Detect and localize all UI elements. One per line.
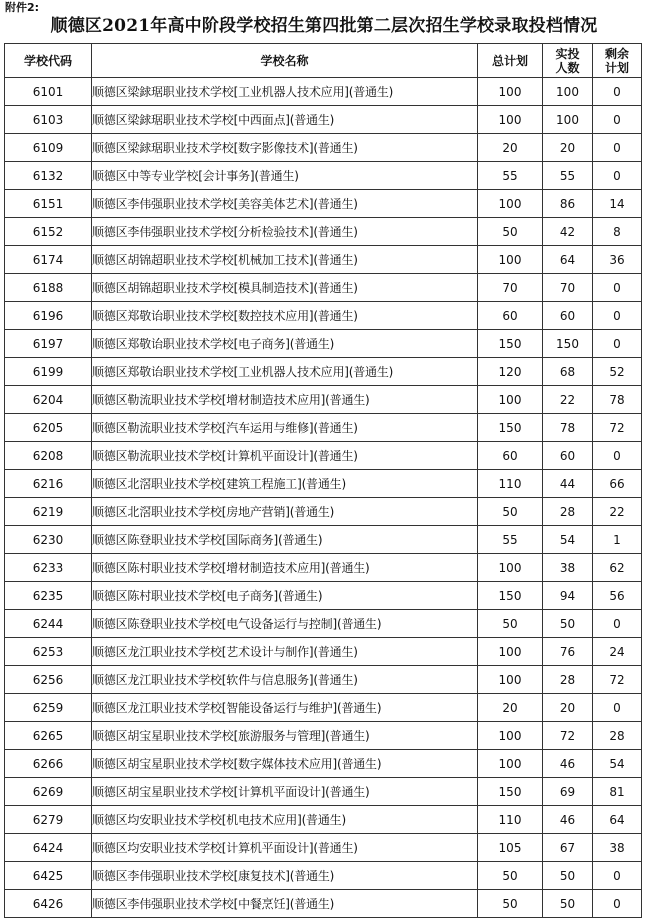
school-name-cell: 顺德区龙江职业技术学校[软件与信息服务](普通生)	[92, 666, 478, 694]
admitted-count-cell: 55	[543, 162, 593, 190]
admitted-count-cell: 46	[543, 750, 593, 778]
remaining-plan-cell: 0	[593, 610, 642, 638]
total-plan-cell: 110	[478, 806, 543, 834]
remaining-plan-cell: 0	[593, 694, 642, 722]
header-remaining-line1: 剩余	[604, 46, 629, 61]
total-plan-cell: 50	[478, 610, 543, 638]
remaining-plan-cell: 66	[593, 470, 642, 498]
school-name-cell: 顺德区陈村职业技术学校[电子商务](普通生)	[92, 582, 478, 610]
school-code-cell: 6425	[5, 862, 92, 890]
school-code-cell: 6244	[5, 610, 92, 638]
total-plan-cell: 100	[478, 750, 543, 778]
table-row	[5, 638, 642, 666]
school-code-cell: 6233	[5, 554, 92, 582]
total-plan-cell: 150	[478, 414, 543, 442]
table-row	[5, 666, 642, 694]
table-row	[5, 526, 642, 554]
admitted-count-cell: 150	[543, 330, 593, 358]
remaining-plan-cell: 56	[593, 582, 642, 610]
remaining-plan-cell: 8	[593, 218, 642, 246]
admitted-count-cell: 20	[543, 134, 593, 162]
school-name-cell: 顺德区均安职业技术学校[计算机平面设计](普通生)	[92, 834, 478, 862]
table-body	[5, 78, 642, 918]
table-row	[5, 554, 642, 582]
header-admitted-line1: 实投	[555, 46, 580, 61]
table-row	[5, 778, 642, 806]
school-code-cell: 6256	[5, 666, 92, 694]
remaining-plan-cell: 14	[593, 190, 642, 218]
school-code-cell: 6204	[5, 386, 92, 414]
table-row	[5, 582, 642, 610]
school-code-cell: 6174	[5, 246, 92, 274]
table-row	[5, 386, 642, 414]
table-row	[5, 134, 642, 162]
school-code-cell: 6196	[5, 302, 92, 330]
school-name-cell: 顺德区李伟强职业技术学校[分析检验技术](普通生)	[92, 218, 478, 246]
school-name-cell: 顺德区北滘职业技术学校[建筑工程施工](普通生)	[92, 470, 478, 498]
school-name-cell: 顺德区梁銶琚职业技术学校[中西面点](普通生)	[92, 106, 478, 134]
remaining-plan-cell: 38	[593, 834, 642, 862]
table-row	[5, 414, 642, 442]
attachment-label: 附件2:	[5, 1, 40, 14]
school-name-cell: 顺德区郑敬诒职业技术学校[工业机器人技术应用](普通生)	[92, 358, 478, 386]
total-plan-cell: 105	[478, 834, 543, 862]
admitted-count-cell: 22	[543, 386, 593, 414]
school-code-cell: 6259	[5, 694, 92, 722]
school-name-cell: 顺德区龙江职业技术学校[智能设备运行与维护](普通生)	[92, 694, 478, 722]
admitted-count-cell: 68	[543, 358, 593, 386]
table-row	[5, 470, 642, 498]
school-code-cell: 6426	[5, 890, 92, 918]
remaining-plan-cell: 28	[593, 722, 642, 750]
table-row	[5, 610, 642, 638]
school-name-cell: 顺德区李伟强职业技术学校[康复技术](普通生)	[92, 862, 478, 890]
admitted-count-cell: 70	[543, 274, 593, 302]
remaining-plan-cell: 54	[593, 750, 642, 778]
total-plan-cell: 100	[478, 78, 543, 106]
school-name-cell: 顺德区龙江职业技术学校[艺术设计与制作](普通生)	[92, 638, 478, 666]
total-plan-cell: 55	[478, 526, 543, 554]
table-row	[5, 498, 642, 526]
total-plan-cell: 100	[478, 106, 543, 134]
admitted-count-cell: 20	[543, 694, 593, 722]
school-name-cell: 顺德区胡宝星职业技术学校[旅游服务与管理](普通生)	[92, 722, 478, 750]
school-code-cell: 6132	[5, 162, 92, 190]
total-plan-cell: 50	[478, 890, 543, 918]
remaining-plan-cell: 0	[593, 106, 642, 134]
admitted-count-cell: 69	[543, 778, 593, 806]
total-plan-cell: 50	[478, 498, 543, 526]
total-plan-cell: 100	[478, 246, 543, 274]
admitted-count-cell: 50	[543, 890, 593, 918]
total-plan-cell: 20	[478, 134, 543, 162]
school-code-cell: 6188	[5, 274, 92, 302]
admitted-count-cell: 60	[543, 442, 593, 470]
remaining-plan-cell: 1	[593, 526, 642, 554]
school-name-cell: 顺德区北滘职业技术学校[房地产营销](普通生)	[92, 498, 478, 526]
admitted-count-cell: 64	[543, 246, 593, 274]
remaining-plan-cell: 0	[593, 302, 642, 330]
remaining-plan-cell: 78	[593, 386, 642, 414]
header-admitted	[543, 44, 593, 78]
school-name-cell: 顺德区胡宝星职业技术学校[数字媒体技术应用](普通生)	[92, 750, 478, 778]
table-row	[5, 218, 642, 246]
school-name-cell: 顺德区郑敬诒职业技术学校[电子商务](普通生)	[92, 330, 478, 358]
school-code-cell: 6230	[5, 526, 92, 554]
school-name-cell: 顺德区陈村职业技术学校[增材制造技术应用](普通生)	[92, 554, 478, 582]
school-code-cell: 6269	[5, 778, 92, 806]
total-plan-cell: 60	[478, 302, 543, 330]
total-plan-cell: 150	[478, 582, 543, 610]
admitted-count-cell: 28	[543, 666, 593, 694]
admitted-count-cell: 50	[543, 610, 593, 638]
school-name-cell: 顺德区李伟强职业技术学校[美容美体艺术](普通生)	[92, 190, 478, 218]
table-row	[5, 722, 642, 750]
table-row	[5, 358, 642, 386]
header-school-name: 学校名称	[92, 44, 478, 78]
header-remaining	[593, 44, 642, 78]
admitted-count-cell: 54	[543, 526, 593, 554]
total-plan-cell: 100	[478, 666, 543, 694]
school-name-cell: 顺德区勒流职业技术学校[增材制造技术应用](普通生)	[92, 386, 478, 414]
school-code-cell: 6205	[5, 414, 92, 442]
admitted-count-cell: 86	[543, 190, 593, 218]
table-row	[5, 274, 642, 302]
admitted-count-cell: 100	[543, 106, 593, 134]
document-title: 顺德区2021年高中阶段学校招生第四批第二层次招生学校录取投档情况	[50, 16, 598, 36]
admitted-count-cell: 44	[543, 470, 593, 498]
admitted-count-cell: 60	[543, 302, 593, 330]
school-code-cell: 6279	[5, 806, 92, 834]
admitted-count-cell: 38	[543, 554, 593, 582]
remaining-plan-cell: 22	[593, 498, 642, 526]
total-plan-cell: 70	[478, 274, 543, 302]
total-plan-cell: 100	[478, 554, 543, 582]
total-plan-cell: 50	[478, 862, 543, 890]
admitted-count-cell: 100	[543, 78, 593, 106]
school-code-cell: 6266	[5, 750, 92, 778]
school-name-cell: 顺德区郑敬诒职业技术学校[数控技术应用](普通生)	[92, 302, 478, 330]
total-plan-cell: 20	[478, 694, 543, 722]
total-plan-cell: 120	[478, 358, 543, 386]
table-row	[5, 106, 642, 134]
remaining-plan-cell: 72	[593, 666, 642, 694]
school-code-cell: 6219	[5, 498, 92, 526]
table-row	[5, 806, 642, 834]
admitted-count-cell: 42	[543, 218, 593, 246]
school-code-cell: 6109	[5, 134, 92, 162]
admitted-count-cell: 46	[543, 806, 593, 834]
school-name-cell: 顺德区胡锦超职业技术学校[机械加工技术](普通生)	[92, 246, 478, 274]
total-plan-cell: 150	[478, 330, 543, 358]
admitted-count-cell: 28	[543, 498, 593, 526]
school-name-cell: 顺德区勒流职业技术学校[汽车运用与维修](普通生)	[92, 414, 478, 442]
remaining-plan-cell: 72	[593, 414, 642, 442]
admitted-count-cell: 76	[543, 638, 593, 666]
remaining-plan-cell: 0	[593, 330, 642, 358]
remaining-plan-cell: 0	[593, 162, 642, 190]
total-plan-cell: 50	[478, 218, 543, 246]
school-code-cell: 6424	[5, 834, 92, 862]
school-name-cell: 顺德区勒流职业技术学校[计算机平面设计](普通生)	[92, 442, 478, 470]
remaining-plan-cell: 0	[593, 134, 642, 162]
table-row	[5, 862, 642, 890]
admitted-count-cell: 94	[543, 582, 593, 610]
remaining-plan-cell: 0	[593, 442, 642, 470]
total-plan-cell: 100	[478, 722, 543, 750]
table-row	[5, 190, 642, 218]
school-name-cell: 顺德区梁銶琚职业技术学校[工业机器人技术应用](普通生)	[92, 78, 478, 106]
admitted-count-cell: 67	[543, 834, 593, 862]
total-plan-cell: 55	[478, 162, 543, 190]
remaining-plan-cell: 0	[593, 78, 642, 106]
remaining-plan-cell: 24	[593, 638, 642, 666]
remaining-plan-cell: 0	[593, 862, 642, 890]
school-code-cell: 6235	[5, 582, 92, 610]
school-name-cell: 顺德区梁銶琚职业技术学校[数字影像技术](普通生)	[92, 134, 478, 162]
school-code-cell: 6197	[5, 330, 92, 358]
school-name-cell: 顺德区均安职业技术学校[机电技术应用](普通生)	[92, 806, 478, 834]
school-name-cell: 顺德区中等专业学校[会计事务](普通生)	[92, 162, 478, 190]
school-name-cell: 顺德区胡锦超职业技术学校[模具制造技术](普通生)	[92, 274, 478, 302]
school-code-cell: 6101	[5, 78, 92, 106]
school-code-cell: 6103	[5, 106, 92, 134]
table-row	[5, 246, 642, 274]
school-name-cell: 顺德区胡宝星职业技术学校[计算机平面设计](普通生)	[92, 778, 478, 806]
school-code-cell: 6265	[5, 722, 92, 750]
school-code-cell: 6216	[5, 470, 92, 498]
remaining-plan-cell: 0	[593, 890, 642, 918]
admitted-count-cell: 50	[543, 862, 593, 890]
total-plan-cell: 100	[478, 638, 543, 666]
school-code-cell: 6151	[5, 190, 92, 218]
school-name-cell: 顺德区陈登职业技术学校[电气设备运行与控制](普通生)	[92, 610, 478, 638]
remaining-plan-cell: 0	[593, 274, 642, 302]
admission-table	[4, 43, 642, 918]
total-plan-cell: 100	[478, 386, 543, 414]
school-code-cell: 6199	[5, 358, 92, 386]
total-plan-cell: 60	[478, 442, 543, 470]
header-total-plan: 总计划	[478, 44, 543, 78]
admitted-count-cell: 72	[543, 722, 593, 750]
header-remaining-line2: 计划	[604, 60, 629, 75]
table-row	[5, 834, 642, 862]
table-row	[5, 162, 642, 190]
header-row	[5, 44, 642, 78]
admitted-count-cell: 78	[543, 414, 593, 442]
table-row	[5, 302, 642, 330]
school-name-cell: 顺德区陈登职业技术学校[国际商务](普通生)	[92, 526, 478, 554]
remaining-plan-cell: 52	[593, 358, 642, 386]
header-school-code: 学校代码	[5, 44, 92, 78]
school-code-cell: 6253	[5, 638, 92, 666]
remaining-plan-cell: 36	[593, 246, 642, 274]
total-plan-cell: 110	[478, 470, 543, 498]
remaining-plan-cell: 81	[593, 778, 642, 806]
table-row	[5, 330, 642, 358]
table-row	[5, 442, 642, 470]
school-code-cell: 6208	[5, 442, 92, 470]
total-plan-cell: 150	[478, 778, 543, 806]
table-row	[5, 890, 642, 918]
school-name-cell: 顺德区李伟强职业技术学校[中餐烹饪](普通生)	[92, 890, 478, 918]
total-plan-cell: 100	[478, 190, 543, 218]
remaining-plan-cell: 64	[593, 806, 642, 834]
table-row	[5, 694, 642, 722]
table-row	[5, 750, 642, 778]
remaining-plan-cell: 62	[593, 554, 642, 582]
header-admitted-line2: 人数	[555, 60, 580, 75]
school-code-cell: 6152	[5, 218, 92, 246]
table-row	[5, 78, 642, 106]
